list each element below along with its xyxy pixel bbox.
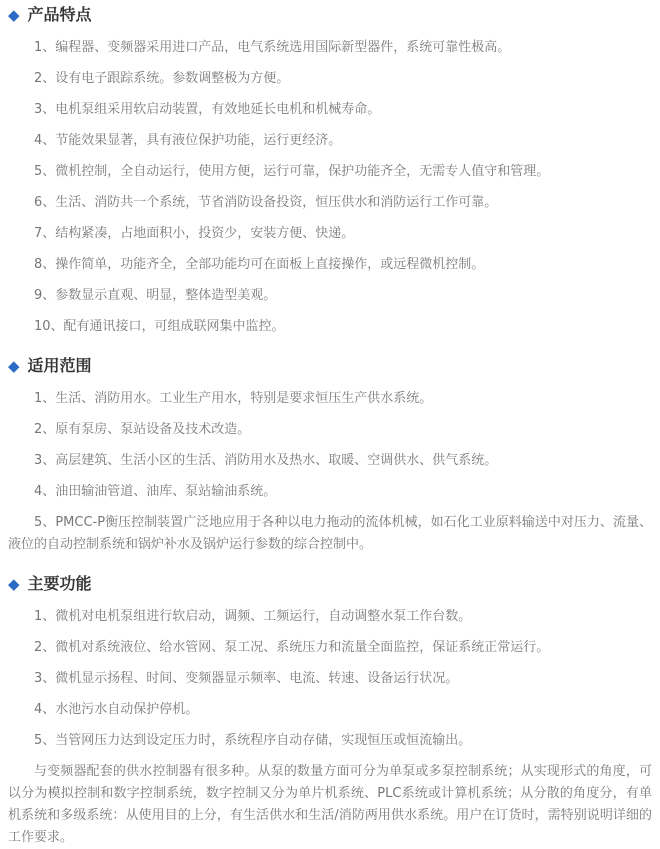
diamond-bullet-icon: ◆: [8, 357, 20, 375]
diamond-bullet-icon: ◆: [8, 6, 20, 24]
feature-item-8: 8、操作简单，功能齐全，全部功能均可在面板上直接操作，或远程微机控制。: [34, 257, 485, 272]
scope-item-3: 3、高层建筑、生活小区的生活、消防用水及热水、取暖、空调供水、供气系统。: [34, 453, 498, 468]
feature-item-6: 6、生活、消防共一个系统，节省消防设备投资，恒压供水和消防运行工作可靠。: [34, 195, 498, 210]
function-item-1: 1、微机对电机泵组进行软启动，调频、工频运行，自动调整水泵工作台数。: [34, 609, 472, 624]
feature-item-7: 7、结构紧凑，占地面积小，投资少，安装方便、快递。: [34, 226, 355, 241]
section-title: 产品特点: [27, 5, 92, 24]
section-main-functions: [8, 574, 652, 849]
function-item-5: 5、当管网压力达到设定压力时，系统程序自动存储，实现恒压或恒流输出。: [34, 733, 472, 748]
section-application-scope: [8, 356, 652, 556]
function-item-3: 3、微机显示扬程、时间、变频器显示频率、电流、转速、设备运行状况。: [34, 671, 459, 686]
scope-item-5: 5、PMCC-P衡压控制装置广泛地应用于各种以电力拖动的流体机械，如石化工业原料输送中对压力、流量、液位的自动控制系统和锅炉补水及锅炉运行参数的综合控制中。: [8, 515, 652, 552]
feature-item-10: 10、配有通讯接口，可组成联网集中监控。: [34, 319, 285, 334]
feature-item-9: 9、参数显示直观、明显，整体造型美观。: [34, 288, 277, 303]
feature-item-1: 1、编程器、变频器采用进口产品，电气系统选用国际新型器件，系统可靠性极高。: [34, 40, 511, 55]
scope-item-2: 2、原有泵房、泵站设备及技术改造。: [34, 422, 251, 437]
feature-item-2: 2、设有电子跟踪系统。参数调整极为方便。: [34, 71, 290, 86]
closing-paragraph: 与变频器配套的供水控制器有很多种。从泵的数量方面可分为单泵或多泵控制系统；从实现形式的角度，可以分为模拟控制和数字控制系统，数字控制又分为单片机系统、PLC系统或计算机系统；从分散的角度分，有单机系统和多级系统：从使用目的上分，有生活供水和生活/消防两用供水系统。用户在订货时，需特别说明详细的工作要求。: [8, 764, 652, 845]
function-item-2: 2、微机对系统液位、给水管网、泵工况、系统压力和流量全面监控，保证系统正常运行。: [34, 640, 550, 655]
section-heading-main-functions: [8, 574, 652, 594]
section-title: 适用范围: [27, 356, 92, 375]
feature-item-3: 3、电机泵组采用软启动装置，有效地延长电机和机械寿命。: [34, 102, 381, 117]
scope-item-4: 4、油田输油管道、油库、泵站输油系统。: [34, 484, 277, 499]
section-product-features: [8, 5, 652, 338]
section-title: 主要功能: [27, 574, 92, 593]
section-heading-product-features: [8, 5, 652, 25]
feature-item-5: 5、微机控制，全自动运行，使用方便，运行可靠，保护功能齐全，无需专人值守和管理。: [34, 164, 550, 179]
diamond-bullet-icon: ◆: [8, 575, 20, 593]
feature-item-4: 4、节能效果显著，具有液位保护功能，运行更经济。: [34, 133, 342, 148]
function-item-4: 4、水池污水自动保护停机。: [34, 702, 199, 717]
scope-item-1: 1、生活、消防用水。工业生产用水，特别是要求恒压生产供水系统。: [34, 391, 433, 406]
section-heading-application-scope: [8, 356, 652, 376]
